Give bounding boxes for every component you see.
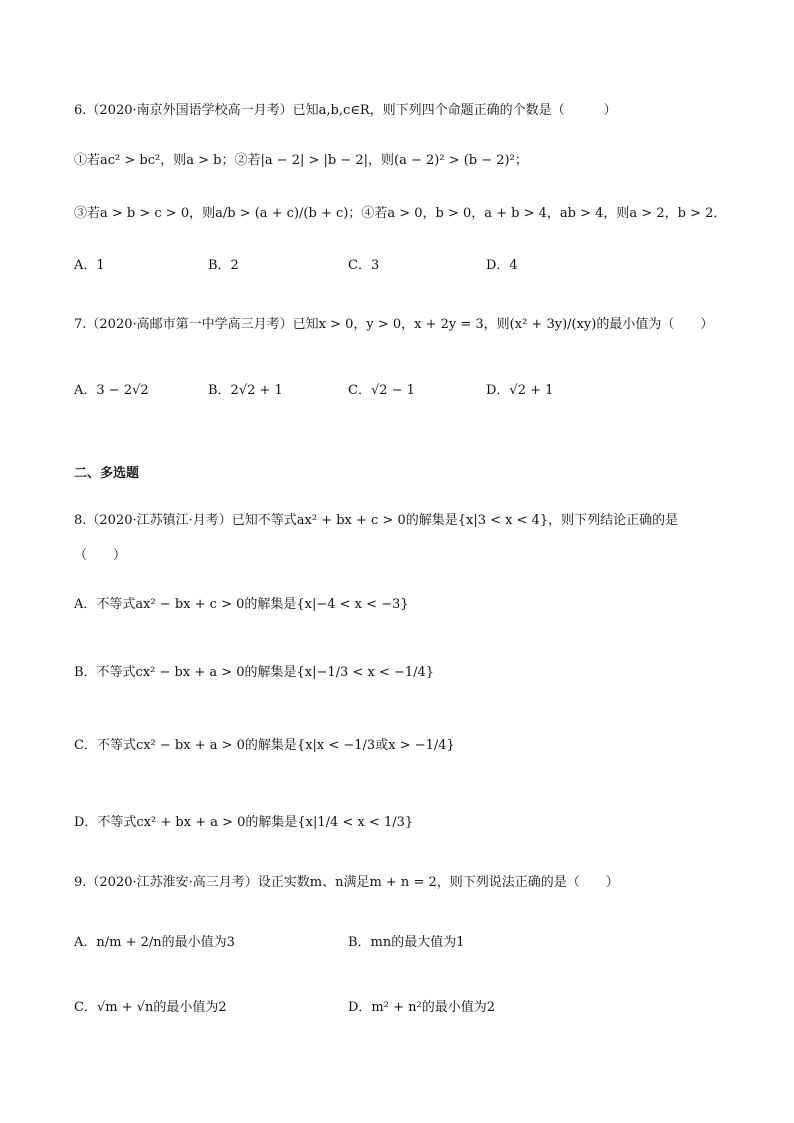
q8-option-c: C．不等式cx² − bx + a > 0的解集是{x|x < −1/3或x > −1/4} bbox=[74, 738, 455, 753]
q6-option-d: D．4 bbox=[486, 258, 518, 273]
q9-option-c: C．√m + √n的最小值为2 bbox=[74, 1000, 227, 1015]
q8-option-b: B．不等式cx² − bx + a > 0的解集是{x|−1/3 < x < −1/4} bbox=[74, 665, 435, 680]
q8-option-d: D．不等式cx² + bx + a > 0的解集是{x|1/4 < x < 1/3} bbox=[74, 815, 414, 830]
q8-option-a: A．不等式ax² − bx + c > 0的解集是{x|−4 < x < −3} bbox=[74, 597, 409, 612]
q8-stem: 8.（2020·江苏镇江·月考）已知不等式ax² + bx + c > 0的解集是{x|3 < x < 4}，则下列结论正确的是 bbox=[74, 513, 679, 528]
q8-stem-continuation: （ ） bbox=[74, 548, 127, 563]
q6-stem: 6.（2020·南京外国语学校高一月考）已知a,b,c∈R，则下列四个命题正确的个数是（ ） bbox=[74, 103, 617, 118]
q9-option-a: A．n/m + 2/n的最小值为3 bbox=[74, 935, 235, 950]
q6-option-a: A．1 bbox=[74, 258, 105, 273]
q7-stem: 7.（2020·高邮市第一中学高三月考）已知x > 0，y > 0，x + 2y = 3，则(x² + 3y)/(xy)的最小值为（ ） bbox=[74, 317, 714, 332]
q9-option-d: D．m² + n²的最小值为2 bbox=[348, 1000, 495, 1015]
q7-option-c: C．√2 − 1 bbox=[348, 383, 415, 398]
q7-option-a: A．3 − 2√2 bbox=[74, 383, 149, 398]
q9-stem: 9.（2020·江苏淮安·高三月考）设正实数m、n满足m + n = 2，则下列说法正确的是（ ） bbox=[74, 875, 619, 890]
q6-option-b: B．2 bbox=[208, 258, 239, 273]
q6-option-c: C．3 bbox=[348, 258, 380, 273]
q6-propositions-3-4: ③若a > b > c > 0，则a/b > (a + c)/(b + c)；④若a > 0，b > 0，a + b > 4，ab > 4，则a > 2，b > 2． bbox=[74, 206, 727, 221]
q6-propositions-1-2: ①若ac² > bc²，则a > b；②若|a − 2| > |b − 2|，则(a − 2)² > (b − 2)²； bbox=[74, 153, 528, 168]
q9-option-b: B．mn的最大值为1 bbox=[348, 935, 465, 950]
q7-option-d: D．√2 + 1 bbox=[486, 383, 554, 398]
q7-option-b: B．2√2 + 1 bbox=[208, 383, 283, 398]
section-heading-multiple-choice: 二、多选题 bbox=[74, 466, 140, 481]
